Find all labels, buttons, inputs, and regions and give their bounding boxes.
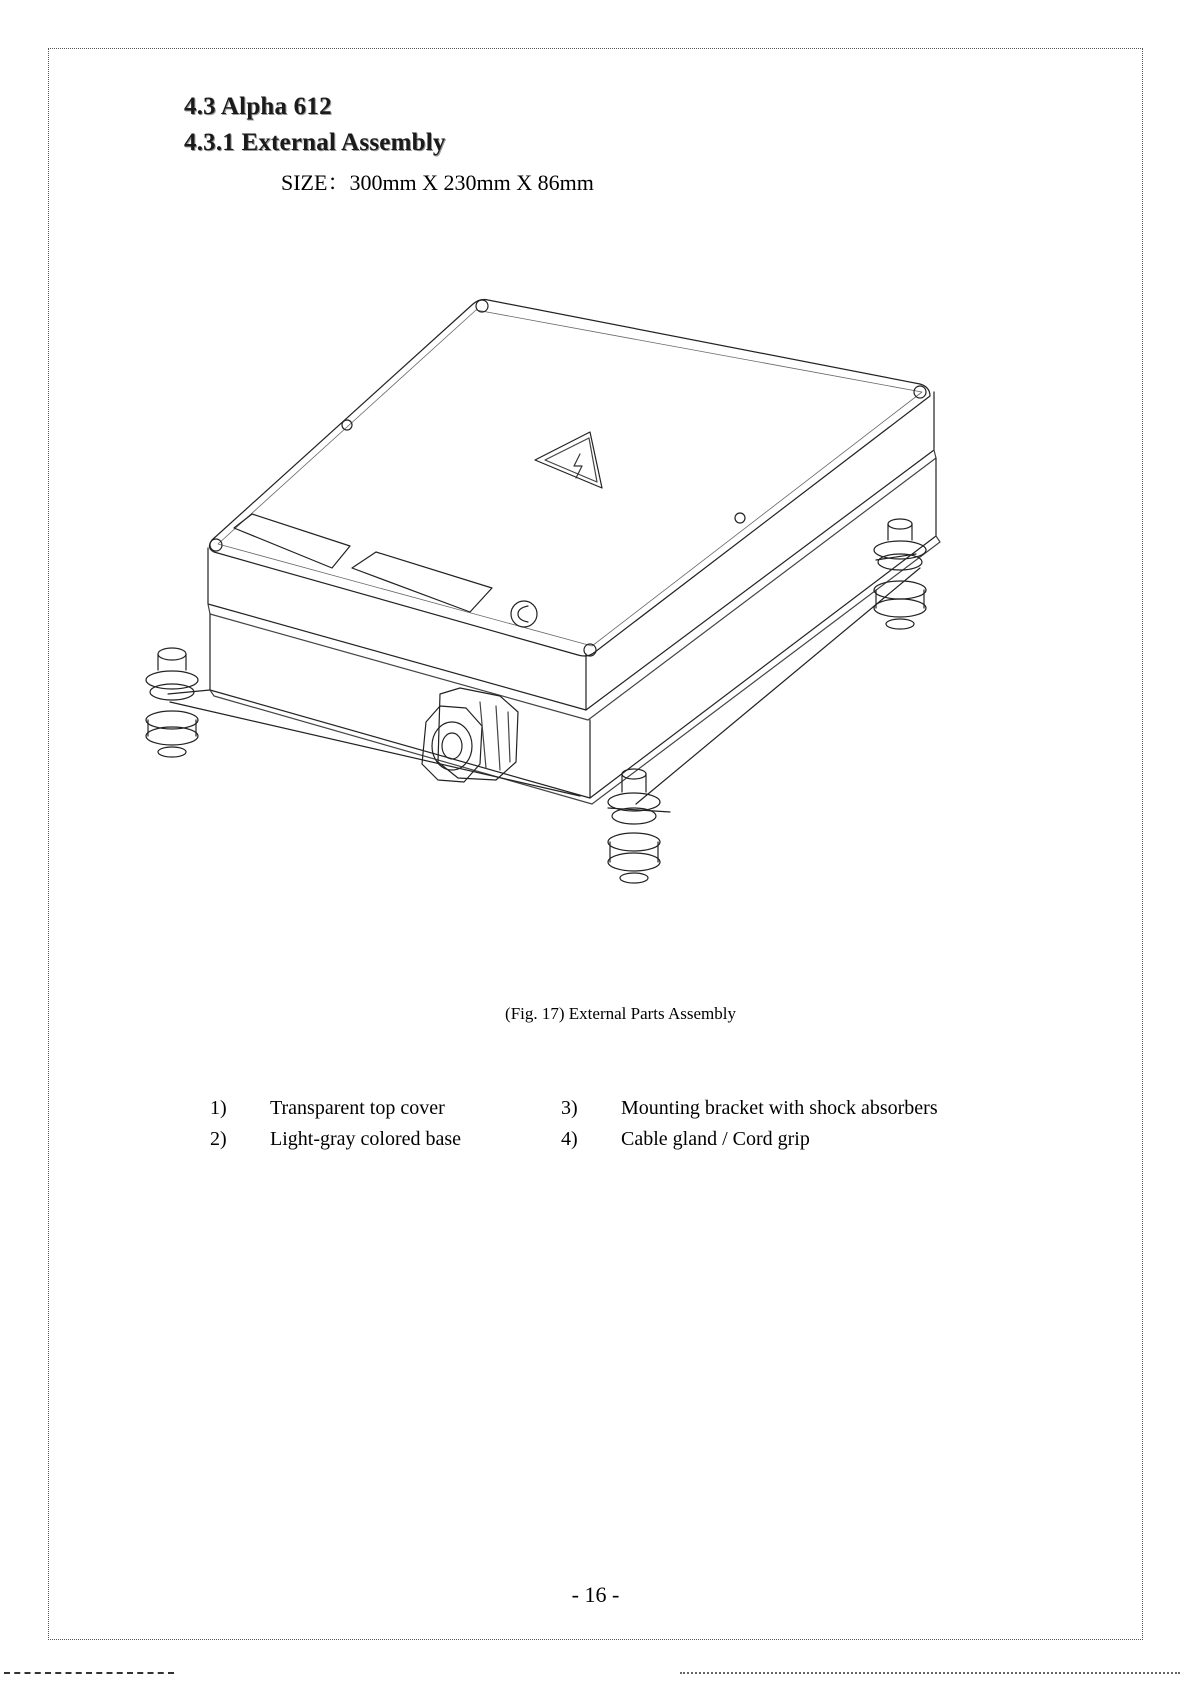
list-item-number: 2) (210, 1128, 227, 1150)
ce-mark-icon (511, 601, 537, 627)
size-spec: SIZE：300mm X 230mm X 86mm (281, 170, 594, 195)
list-item-label: Light-gray colored base (270, 1128, 462, 1150)
section-heading: 4.3 Alpha 612 (184, 93, 332, 120)
footer-mark (4, 1672, 174, 1678)
list-item-number: 4) (561, 1128, 578, 1150)
figure-caption-text: (Fig. 17) External Parts Assembly (505, 1004, 736, 1023)
top-cover (209, 300, 930, 657)
shock-absorber-left (146, 648, 580, 796)
enclosure-drawing (140, 292, 1030, 972)
footer-mark (680, 1672, 1180, 1678)
subsection-heading: 4.3.1 External Assembly (184, 129, 446, 156)
list-item-label: Transparent top cover (270, 1097, 445, 1119)
warning-triangle-icon (535, 432, 602, 488)
label-plates (234, 514, 492, 612)
list-item-number: 1) (210, 1097, 227, 1119)
list-item-label: Mounting bracket with shock absorbers (621, 1097, 938, 1119)
enclosure-drawing-icon (140, 292, 1030, 972)
cable-gland-icon (422, 688, 518, 782)
figure-caption (0, 1004, 1191, 1024)
list-item-number: 3) (561, 1097, 578, 1119)
page-number: - 16 - (571, 1582, 620, 1607)
list-item-label: Cable gland / Cord grip (621, 1128, 810, 1150)
shock-absorber-front (608, 769, 670, 883)
footer-strip (0, 1668, 1191, 1680)
base (210, 458, 940, 804)
